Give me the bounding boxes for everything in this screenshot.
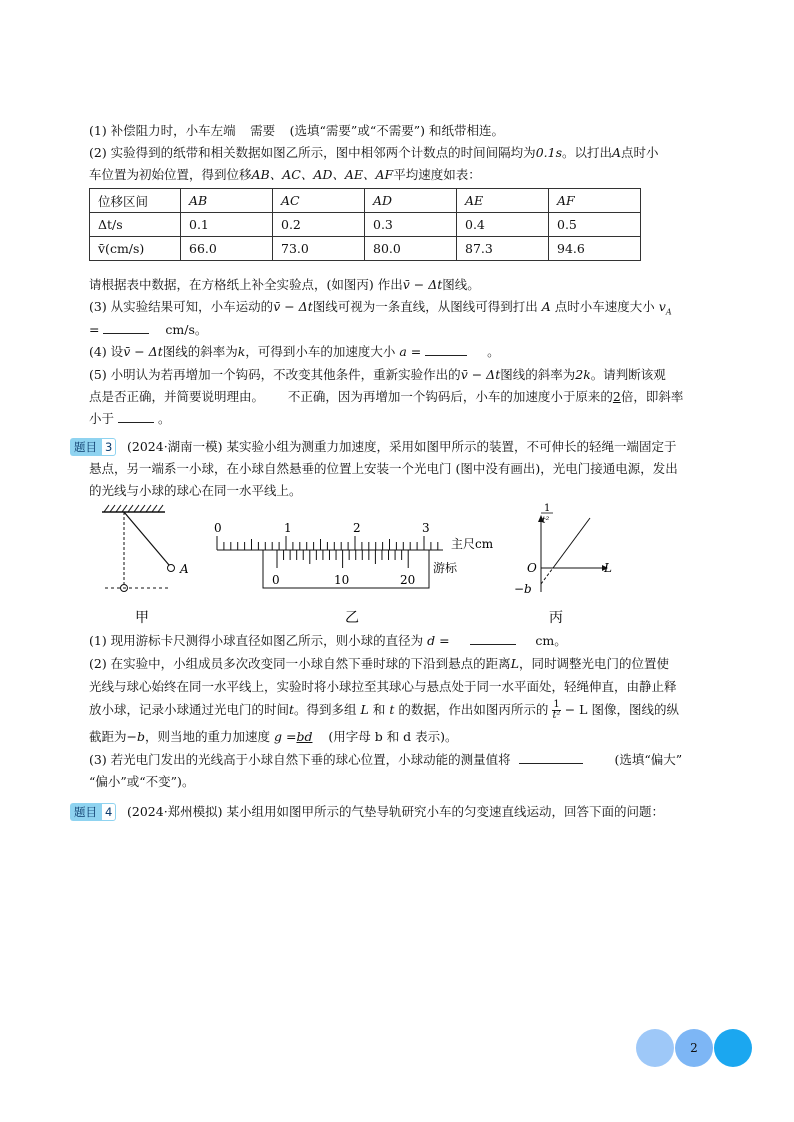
- answer-blank[interactable]: [519, 751, 583, 764]
- table-row: [90, 237, 641, 261]
- table-cell: 0.4: [457, 213, 549, 237]
- slope-2k: 2k: [575, 367, 591, 382]
- velocity-symbol: v: [658, 299, 666, 314]
- main-scale-3: 3: [422, 521, 430, 535]
- q3-s2-text-g: 截距为: [89, 729, 127, 744]
- q3-s2-text-f: − L 图像，图线的纵: [564, 702, 679, 717]
- q2-p1-options: (选填“需要”或“不需要”) 和纸带相连。: [289, 123, 504, 138]
- inverse-t2-fraction: [552, 700, 560, 721]
- q3-part2-line1: [89, 655, 669, 673]
- answer-blank[interactable]: [470, 632, 516, 645]
- y-axis-den: t²: [542, 516, 550, 526]
- graph-label: v̄ − Δt: [123, 344, 163, 359]
- vernier-label: 游标: [433, 561, 458, 575]
- table-cell: 94.6: [549, 237, 641, 261]
- slope-symbol: k: [237, 344, 246, 359]
- table-cell: 87.3: [457, 237, 549, 261]
- answer-blank[interactable]: [103, 321, 149, 334]
- table-cell: 0.1: [181, 213, 273, 237]
- q2-part5-line2: [89, 388, 683, 406]
- table-cell: v̄(cm/s): [90, 237, 181, 261]
- length-symbol: L: [510, 656, 519, 671]
- q3-intro-line1: (2024·湖南一模) 某实验小组为测重力加速度，采用如图甲所示的装置，不可伸长的轻绳一端固定于: [127, 439, 677, 454]
- origin-label: O: [527, 561, 537, 575]
- intercept-value: −b: [126, 729, 145, 744]
- main-scale-0: 0: [214, 521, 222, 535]
- y-axis-num: 1: [544, 503, 551, 514]
- table-cell: 73.0: [273, 237, 365, 261]
- velocity-table: [89, 188, 641, 261]
- q2-p1-answer: 需要: [250, 123, 276, 138]
- q2-p5-answer-two: 2: [612, 389, 621, 404]
- q2-p3-text-a: (3) 从实验结果可知，小车运动的: [89, 299, 274, 314]
- table-cell: 位移区间: [90, 189, 181, 213]
- question-tag-label: 题目: [70, 438, 101, 456]
- q2-p5-answer-b: 倍，即斜率: [620, 389, 684, 404]
- q2-part3-line1: [89, 298, 672, 322]
- table-cell: 0.3: [365, 213, 457, 237]
- q2-part2-line2: [89, 166, 481, 184]
- q3-s2-text-a: (2) 在实验中，小组成员多次改变同一小球自然下垂时球的下沿到悬点的距离: [89, 656, 511, 671]
- x-axis-label: L: [604, 561, 612, 575]
- q3-part2-line4: [89, 728, 458, 746]
- main-scale-ticks: [217, 536, 438, 550]
- fraction-num: 1: [553, 699, 560, 710]
- table-cell: AB: [181, 189, 273, 213]
- q3-s1-text: (1) 现用游标卡尺测得小球直径如图乙所示，则小球的直径为: [89, 633, 424, 648]
- page-number-badge: [636, 1029, 752, 1067]
- and-text: 和: [372, 702, 386, 717]
- q2-part2-line1: [89, 144, 659, 162]
- page-number: 2: [675, 1029, 713, 1067]
- main-scale-unit: 主尺cm: [451, 537, 494, 551]
- q3-s2-text-c: 放小球，记录小球通过光电门的时间: [89, 702, 290, 717]
- graph-label: v̄ − Δt: [273, 299, 313, 314]
- pendulum-figure: [102, 505, 189, 626]
- q4-intro: (2024·郑州模拟) 某小组用如图甲所示的气垫导轨研究小车的匀变速直线运动，回答下面的问题：: [127, 804, 665, 819]
- q3-part3-line1: [89, 751, 682, 769]
- q2-p4-text-b: 图线的斜率为: [162, 344, 238, 359]
- table-cell: AC: [273, 189, 365, 213]
- acceleration-eq: a =: [399, 344, 422, 359]
- q2-p5-text-a: (5) 小明认为若再增加一个钩码，不改变其他条件，重新实验作出的: [89, 367, 461, 382]
- table-cell: Δt/s: [90, 213, 181, 237]
- gravity-eq: g =: [274, 729, 297, 744]
- table-row: [90, 213, 641, 237]
- question-number: 4: [101, 803, 116, 821]
- velocity-subscript: A: [665, 307, 672, 317]
- answer-blank[interactable]: [425, 343, 467, 356]
- q3-s2-text-d: 。得到多组: [294, 702, 357, 717]
- time-symbol: t: [289, 702, 295, 717]
- q3-s2-text-e: 的数据，作出如图丙所示的: [398, 702, 549, 717]
- table-cell: AE: [457, 189, 549, 213]
- q2-p2-segments: AB、AC、AD、AE、AF: [251, 167, 394, 182]
- q2-p2-text-d: 车位置为初始位置，得到位移: [89, 167, 252, 182]
- vernier-scale-20: 20: [400, 573, 416, 587]
- q2-p5-answer-a: 不正确，因为再增加一个钩码后，小车的加速度小于原来的: [287, 389, 613, 404]
- q2-p2-point: A: [612, 145, 622, 160]
- gravity-answer: bd: [296, 729, 313, 744]
- graph-label: v̄ − Δt: [402, 277, 443, 292]
- question-tag-4: [70, 803, 116, 821]
- q2-p2-text-f: 平均速度如表：: [393, 167, 481, 182]
- q3-part3-line2: “偏小”或“不变”)。: [89, 774, 195, 789]
- q3-s2-text-i: (用字母 b 和 d 表示)。: [328, 729, 458, 744]
- main-scale-2: 2: [353, 521, 361, 535]
- q2-p2-text-h: 图线。: [442, 277, 480, 292]
- q3-s2-text-b: ，同时调整光电门的位置使: [519, 656, 670, 671]
- q3-s3-options: (选填“偏大”: [614, 752, 683, 767]
- table-cell: AD: [365, 189, 457, 213]
- q3-part2-line3: [89, 697, 679, 723]
- caption-yi: 乙: [345, 610, 359, 626]
- main-scale-1: 1: [284, 521, 292, 535]
- table-cell: 0.2: [273, 213, 365, 237]
- diameter-eq: d =: [427, 633, 450, 648]
- question-tag-label: 题目: [70, 803, 101, 821]
- caption-jia: 甲: [135, 610, 149, 626]
- unit-text: cm/s。: [165, 322, 208, 337]
- label-A: A: [180, 562, 189, 576]
- q2-p5-text-b: 图线的斜率为: [500, 367, 576, 382]
- answer-blank[interactable]: [118, 410, 154, 423]
- table-cell: 66.0: [181, 237, 273, 261]
- vernier-scale-10: 10: [334, 573, 350, 587]
- q2-p2-text-g: 请根据表中数据，在方格纸上补全实验点，(如图丙) 作出: [89, 277, 403, 292]
- q2-p2-interval: 0.1s: [535, 145, 562, 160]
- unit-text: cm。: [535, 633, 567, 648]
- question-tag-3: [70, 438, 116, 456]
- q3-intro-line2: 悬点，另一端系一小球，在小球自然悬垂的位置上安装一个光电门 (图中没有画出)，光电门接通电源，发出: [89, 461, 678, 476]
- q2-p5-text-d: 点是否正确，并简要说明理由。: [89, 389, 265, 404]
- q3-part1: [89, 632, 567, 650]
- q3-s3-text-a: (3) 若光电门发出的光线高于小球自然下垂的球心位置，小球动能的测量值将: [89, 752, 511, 767]
- q2-part4: [89, 343, 500, 361]
- q2-p2-text-a: (2) 实验得到的纸带和相关数据如图乙所示，图中相邻两个计数点的时间间隔均为: [89, 145, 536, 160]
- q2-p2-text-b: 。以打出: [561, 145, 612, 160]
- q2-part5-line1: [89, 366, 666, 384]
- q2-p3-text-b: 图线可视为一条直线，从图线可得到打出: [312, 299, 538, 314]
- graph-label: v̄ − Δt: [460, 367, 501, 382]
- equals-sign: =: [89, 322, 100, 337]
- q2-p4-text-c: ，可得到小车的加速度大小: [245, 344, 396, 359]
- caption-bing: 丙: [549, 610, 563, 626]
- vernier-caliper-figure: [214, 521, 494, 626]
- q2-part5-line3: [89, 410, 171, 428]
- decor-circle: [636, 1029, 674, 1067]
- question-number: 3: [101, 438, 116, 456]
- period: 。: [157, 411, 171, 426]
- point-A: A: [541, 299, 551, 314]
- table-row: [90, 189, 641, 213]
- q2-p1-text: (1) 补偿阻力时，小车左端: [89, 123, 236, 138]
- q3-part2-line2: 光线与球心始终在同一水平线上，实验时将小球拉至其球心与悬点处于同一水平面处，轻绳伸直，由静止释: [89, 679, 677, 694]
- intercept-label: −b: [514, 582, 532, 596]
- q2-part1: [89, 122, 504, 140]
- q2-p5-text-c: 。请判断该观: [590, 367, 666, 382]
- q3-figures: [0, 500, 794, 630]
- q2-p2-text-c: 点时小: [621, 145, 659, 160]
- q2-p3-text-c: 点时小车速度大小: [554, 299, 655, 314]
- vernier-scale-0: 0: [272, 573, 280, 587]
- table-cell: 0.5: [549, 213, 641, 237]
- q2-p5-text-e: 小于: [89, 411, 115, 426]
- table-cell: 80.0: [365, 237, 457, 261]
- q2-p4-text-a: (4) 设: [89, 344, 124, 359]
- q2-part2-line3: [89, 276, 480, 294]
- fraction-den: t²: [552, 710, 561, 721]
- time-symbol: t: [389, 702, 395, 717]
- inverse-t2-graph-figure: [514, 503, 612, 626]
- q3-intro-line3: 的光线与小球的球心在同一水平线上。: [89, 483, 302, 498]
- q2-part3-line2: [89, 321, 207, 339]
- q3-s2-text-h: ，则当地的重力加速度: [145, 729, 271, 744]
- table-cell: AF: [549, 189, 641, 213]
- decor-circle: [714, 1029, 752, 1067]
- length-symbol: L: [360, 702, 369, 717]
- period: 。: [487, 344, 500, 359]
